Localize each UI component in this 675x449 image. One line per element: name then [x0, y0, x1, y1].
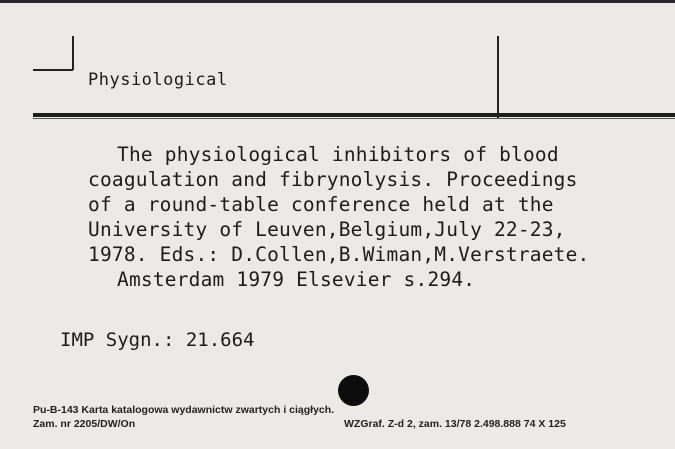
body-line-5: 1978. Eds.: D.Collen,B.Wiman,M.Verstraete.: [88, 243, 590, 266]
corner-mark-horizontal: [33, 69, 73, 71]
card-top-edge: [0, 0, 675, 3]
punch-hole: [338, 375, 369, 406]
call-number: IMP Sygn.: 21.664: [60, 329, 255, 351]
footer-line-1: Pu-B-143 Karta katalogowa wydawnictw zwartych i ciągłych.: [33, 404, 335, 416]
heading-rule: [33, 113, 675, 117]
footer-order-number: Zam. nr 2205/DW/On: [33, 418, 136, 430]
body-line-2: coagulation and fibrynolysis. Proceedings: [88, 168, 578, 191]
footer-printer-info: WZGraf. Z-d 2, zam. 13/78 2.498.888 74 X 125: [344, 418, 566, 430]
corner-mark-vertical: [72, 36, 74, 70]
body-line-1: The physiological inhibitors of blood: [117, 143, 559, 166]
body-line-4: University of Leuven,Belgium,July 22-23,: [88, 218, 566, 241]
heading-rule-thin: [33, 118, 675, 119]
card-heading: Physiological: [88, 70, 228, 90]
body-line-3: of a round-table conference held at the: [88, 193, 554, 216]
column-divider: [497, 36, 499, 118]
body-line-6: Amsterdam 1979 Elsevier s.294.: [117, 268, 476, 291]
